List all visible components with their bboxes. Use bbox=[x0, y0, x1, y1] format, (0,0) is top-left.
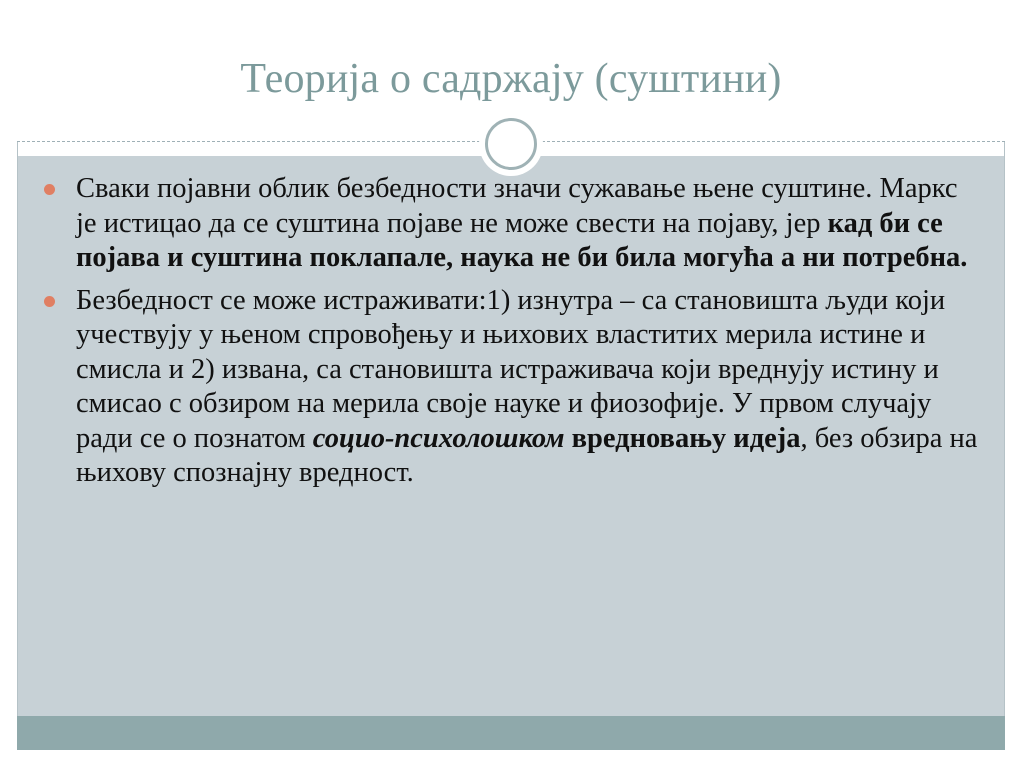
bullet-text: Сваки појавни облик безбедности значи сужавање њене суштине. Маркс је истицао да се суштина појаве не може свести на појаву, јер bbox=[76, 173, 958, 239]
bullet-text: Безбедност се може истраживати:1) изнутра – са становишта људи који учествују у њеном спровођењу и њихових властитих мерила истине и смисла и 2) извана, са становишта истраживача који вреднују истину и смисао с обзиром на мерила своје науке и фиозофије. У првом случају ради се о познатом bbox=[76, 284, 946, 454]
bullet-dot-icon bbox=[44, 184, 55, 195]
divider-circle-ornament bbox=[485, 118, 537, 170]
bullet-emphasis: кад би се појава и суштина поклапале, наука не би била могућа а ни потребна. bbox=[76, 207, 968, 273]
footer-band bbox=[17, 716, 1005, 750]
bullet-list bbox=[40, 172, 980, 499]
bullet-text-end: , без обзира на њихову спознајну вредност. bbox=[76, 422, 978, 488]
slide-title: Теорија о садржају (суштини) bbox=[240, 56, 782, 102]
bullet-emphasis-italic: социо-психолошком bbox=[312, 422, 565, 454]
bullet-text-space bbox=[565, 423, 572, 454]
bullet-item bbox=[40, 172, 980, 276]
bullet-dot-icon bbox=[44, 296, 55, 307]
bullet-emphasis: вредновању идеја bbox=[571, 422, 801, 454]
bullet-item bbox=[40, 284, 980, 491]
